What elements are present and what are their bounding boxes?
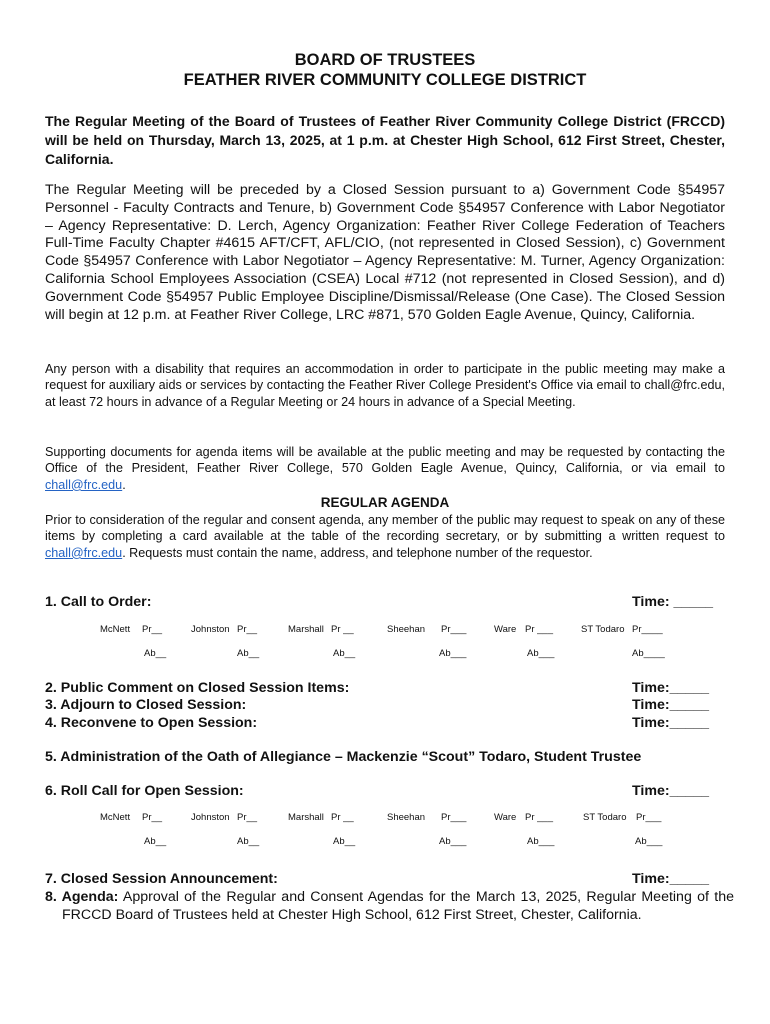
present-mark: Pr ___ [525,624,553,635]
roll-name: Johnston [191,624,230,635]
meeting-announcement: The Regular Meeting of the Board of Trustees of Feather River Community College District (FRCCD) will be held on Thursday, March 13, 2025, at 1 p.m. at Chester High School, 612 First Street, Chester, California. [45,113,725,167]
absent-mark: Ab___ [635,836,663,847]
present-mark: Pr___ [441,812,467,823]
time-field-1: Time: _____ [632,594,713,610]
present-mark: Pr __ [331,812,354,823]
agenda-item-8: 8. Agenda: Approval of the Regular and Consent Agendas for the March 13, 2025, Regular Meeting of the FRCCD Board of Trustees held at Chester High School, 612 First Street, Chester, California. [45,889,734,923]
public-comment-paragraph: Prior to consideration of the regular and consent agenda, any member of the public may request to speak on any of these items by completing a card available at the table of the recording secretary, or by submitting a written request to chall@frc.edu. Requests must contain the name, address, and telephone number of the requestor. [45,513,725,560]
absent-mark: Ab___ [527,836,555,847]
email-link[interactable]: chall@frc.edu [45,545,123,560]
roll-name: McNett [100,624,131,635]
roll-name: ST Todaro [581,624,625,635]
roll-name: ST Todaro [583,812,627,823]
time-field-2: Time:_____ [632,680,710,696]
agenda-heading: REGULAR AGENDA [320,495,450,510]
present-mark: Pr__ [142,812,163,823]
document-title-line2: FEATHER RIVER COMMUNITY COLLEGE DISTRICT [183,71,587,89]
time-field-7: Time:_____ [632,871,710,887]
absent-mark: Ab___ [439,836,467,847]
agenda-item-7: 7. Closed Session Announcement: [45,871,278,887]
roll-name: Sheehan [387,624,426,635]
roll-name: Sheehan [387,812,426,823]
present-mark: Pr __ [331,624,354,635]
time-field-4: Time:_____ [632,715,710,731]
email-link[interactable]: chall@frc.edu [45,477,123,492]
present-mark: Pr ___ [525,812,553,823]
closed-session-paragraph: The Regular Meeting will be preceded by a Closed Session pursuant to a) Government Code §54957 Personnel - Faculty Contracts and Tenure, b) Government Code §54957 Conference with Labor Negotiator – Agency Representative: D. Lerch, Agency Organization: Feather River College Federation of Teachers Full-Time Faculty Chapter #4615 AFT/CFT, AFL/CIO, (not represented in Closed Session), c) Government Code §54957 Conference with Labor Negotiator – Agency Representative: M. Turner, Agency Organization: California School Employees Association (CSEA) Local #712 (not represented in Closed Session), and d) Government Code §54957 Public Employee Discipline/Dismissal/Release (One Case). The Closed Session will begin at 12 p.m. at Feather River College, LRC #871, 570 Golden Eagle Avenue, Quincy, California. [45,182,725,323]
agenda-item-4: 4. Reconvene to Open Session: [45,715,258,731]
agenda-item-6: 6. Roll Call for Open Session: [45,783,244,799]
roll-name: Marshall [288,624,324,635]
absent-mark: Ab__ [333,648,356,659]
agenda-item-3: 3. Adjourn to Closed Session: [45,697,247,713]
absent-mark: Ab___ [439,648,467,659]
present-mark: Pr__ [237,624,258,635]
accommodation-paragraph: Any person with a disability that requires an accommodation in order to participate in the public meeting may make a request for auxiliary aids or services by contacting the Feather River College President's Office via email to chall@frc.edu, at least 72 hours in advance of a Regular Meeting or 24 hours in advance of a Special Meeting. [45,362,725,409]
agenda-item-5: 5. Administration of the Oath of Allegiance – Mackenzie “Scout” Todaro, Student Trustee [45,749,642,765]
roll-name: Ware [494,812,517,823]
absent-mark: Ab___ [527,648,555,659]
present-mark: Pr____ [632,624,663,635]
roll-name: McNett [100,812,131,823]
roll-name: Johnston [191,812,230,823]
roll-name: Marshall [288,812,324,823]
absent-mark: Ab____ [632,648,665,659]
agenda-item-2: 2. Public Comment on Closed Session Items: [45,680,350,696]
supporting-documents-paragraph: Supporting documents for agenda items will be available at the public meeting and may be requested by contacting the Office of the President, Feather River College, 570 Golden Eagle Avenue, Quincy, California, or via email to chall@frc.edu. [45,445,725,492]
absent-mark: Ab__ [333,836,356,847]
absent-mark: Ab__ [144,836,167,847]
present-mark: Pr___ [441,624,467,635]
roll-name: Ware [494,624,517,635]
agenda-item-1: 1. Call to Order: [45,594,152,610]
present-mark: Pr___ [636,812,662,823]
supporting-text: Supporting documents for agenda items will be available at the public meeting and may be requested by contacting the Office of the President, Feather River College, 570 Golden Eagle Avenue, Quincy, California, or via email to [45,445,725,476]
document-title-line1: BOARD OF TRUSTEES [294,51,476,69]
present-mark: Pr__ [237,812,258,823]
absent-mark: Ab__ [237,836,260,847]
absent-mark: Ab__ [144,648,167,659]
time-field-3: Time:_____ [632,697,710,713]
present-mark: Pr__ [142,624,163,635]
absent-mark: Ab__ [237,648,260,659]
time-field-6: Time:_____ [632,783,710,799]
